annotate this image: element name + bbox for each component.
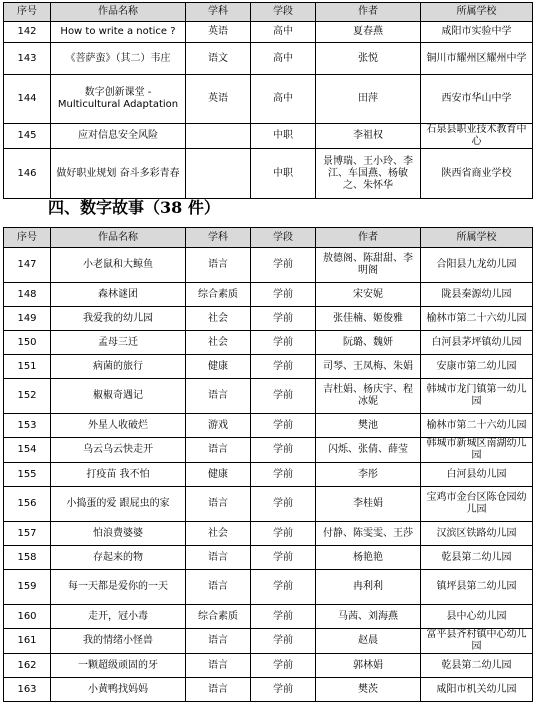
title-cell: 打疫苗 我不怕	[51, 463, 186, 487]
authors-cell: 李彤	[316, 463, 421, 487]
school-cell: 韩城市新城区南湖幼儿园	[421, 438, 533, 463]
subject-cell: 社会	[186, 331, 251, 355]
table-row	[4, 379, 533, 414]
school-cell: 安康市第二幼儿园	[421, 355, 533, 379]
seq-cell: 147	[4, 248, 51, 283]
stage-cell: 学前	[251, 654, 316, 678]
school-cell: 白河县幼儿园	[421, 463, 533, 487]
subject-cell: 英语	[186, 75, 251, 124]
authors-cell: 夏春燕	[316, 22, 421, 43]
subject-cell	[186, 124, 251, 149]
stage-cell: 学前	[251, 463, 316, 487]
authors-cell: 阮璐、魏妍	[316, 331, 421, 355]
award-table-top	[3, 2, 533, 199]
authors-cell: 张佳楠、姬俊雅	[316, 307, 421, 331]
table-row	[4, 307, 533, 331]
title-cell: 小黄鸭找妈妈	[51, 678, 186, 702]
title-cell: How to write a notice ?	[51, 22, 186, 43]
title-cell: 走开，冠小毒	[51, 605, 186, 629]
stage-cell: 学前	[251, 438, 316, 463]
subject-cell: 语言	[186, 379, 251, 414]
subject-cell: 综合素质	[186, 283, 251, 307]
stage-cell: 高中	[251, 43, 316, 75]
school-cell: 咸阳市机关幼儿园	[421, 678, 533, 702]
stage-cell: 高中	[251, 75, 316, 124]
subject-cell: 游戏	[186, 414, 251, 438]
header-subject: 学科	[186, 3, 251, 22]
subject-cell: 健康	[186, 355, 251, 379]
authors-cell: 李桂娟	[316, 487, 421, 522]
authors-cell: 吉杜娟、杨庆宇、程冰妮	[316, 379, 421, 414]
table-row	[4, 414, 533, 438]
award-table-digital-stories	[3, 227, 533, 702]
table-row	[4, 678, 533, 702]
table-row	[4, 654, 533, 678]
subject-cell: 语言	[186, 546, 251, 570]
section-heading: 四、数字故事（38 件）	[48, 198, 220, 217]
authors-cell: 景博瑞、王小玲、李江、车国燕、杨敏之、朱怀华	[316, 149, 421, 199]
seq-cell: 160	[4, 605, 51, 629]
seq-cell: 162	[4, 654, 51, 678]
title-cell: 我的情绪小怪兽	[51, 629, 186, 654]
stage-cell: 学前	[251, 248, 316, 283]
table-row	[4, 124, 533, 149]
seq-cell: 154	[4, 438, 51, 463]
title-cell: 存起来的物	[51, 546, 186, 570]
seq-cell: 151	[4, 355, 51, 379]
header-stage: 学段	[251, 3, 316, 22]
seq-cell: 146	[4, 149, 51, 199]
subject-cell: 语言	[186, 570, 251, 605]
stage-cell: 学前	[251, 355, 316, 379]
table-row	[4, 463, 533, 487]
table-row	[4, 570, 533, 605]
stage-cell: 学前	[251, 629, 316, 654]
header-authors: 作者	[316, 3, 421, 22]
seq-cell: 155	[4, 463, 51, 487]
subject-cell: 健康	[186, 463, 251, 487]
seq-cell: 153	[4, 414, 51, 438]
table-row	[4, 149, 533, 199]
header-seq: 序号	[4, 228, 51, 248]
school-cell: 咸阳市实验中学	[421, 22, 533, 43]
seq-cell: 143	[4, 43, 51, 75]
authors-cell: 郭林娟	[316, 654, 421, 678]
stage-cell: 学前	[251, 570, 316, 605]
stage-cell: 学前	[251, 283, 316, 307]
title-cell: 应对信息安全风险	[51, 124, 186, 149]
subject-cell: 综合素质	[186, 605, 251, 629]
seq-cell: 152	[4, 379, 51, 414]
header-seq: 序号	[4, 3, 51, 22]
title-cell: 数字创新课堂 -Multicultural Adaptation	[51, 75, 186, 124]
seq-cell: 150	[4, 331, 51, 355]
title-cell: 我爱我的幼儿园	[51, 307, 186, 331]
school-cell: 合阳县九龙幼儿园	[421, 248, 533, 283]
subject-cell: 语言	[186, 487, 251, 522]
authors-cell: 杨艳艳	[316, 546, 421, 570]
authors-cell: 张悦	[316, 43, 421, 75]
table-row	[4, 43, 533, 75]
school-cell: 榆林市第二十六幼儿园	[421, 414, 533, 438]
stage-cell: 学前	[251, 331, 316, 355]
seq-cell: 144	[4, 75, 51, 124]
header-title: 作品名称	[51, 3, 186, 22]
table-row	[4, 355, 533, 379]
authors-cell: 司琴、王凤梅、朱娟	[316, 355, 421, 379]
seq-cell: 159	[4, 570, 51, 605]
subject-cell: 语言	[186, 629, 251, 654]
header-authors: 作者	[316, 228, 421, 248]
subject-cell: 社会	[186, 522, 251, 546]
table-row	[4, 22, 533, 43]
seq-cell: 148	[4, 283, 51, 307]
header-stage: 学段	[251, 228, 316, 248]
seq-cell: 163	[4, 678, 51, 702]
subject-cell: 社会	[186, 307, 251, 331]
table-row	[4, 629, 533, 654]
title-cell: 怕浪费婆婆	[51, 522, 186, 546]
header-school: 所属学校	[421, 228, 533, 248]
stage-cell: 学前	[251, 546, 316, 570]
header-row	[4, 228, 533, 248]
title-cell: 外星人收破烂	[51, 414, 186, 438]
title-cell: 森林谜团	[51, 283, 186, 307]
title-cell: 做好职业规划 奋斗多彩青春	[51, 149, 186, 199]
stage-cell: 学前	[251, 414, 316, 438]
authors-cell: 李祖权	[316, 124, 421, 149]
table-row	[4, 438, 533, 463]
title-cell: 病菌的旅行	[51, 355, 186, 379]
seq-cell: 142	[4, 22, 51, 43]
subject-cell: 语言	[186, 654, 251, 678]
title-cell: 小老鼠和大鲸鱼	[51, 248, 186, 283]
school-cell: 富平县齐村镇中心幼儿园	[421, 629, 533, 654]
school-cell: 县中心幼儿园	[421, 605, 533, 629]
stage-cell: 学前	[251, 605, 316, 629]
header-subject: 学科	[186, 228, 251, 248]
school-cell: 西安市华山中学	[421, 75, 533, 124]
school-cell: 榆林市第二十六幼儿园	[421, 307, 533, 331]
authors-cell: 敖德阁、陈甜甜、李明阁	[316, 248, 421, 283]
title-cell: 椒椒奇遇记	[51, 379, 186, 414]
stage-cell: 高中	[251, 22, 316, 43]
seq-cell: 145	[4, 124, 51, 149]
header-school: 所属学校	[421, 3, 533, 22]
school-cell: 韩城市龙门镇第一幼儿园	[421, 379, 533, 414]
header-title: 作品名称	[51, 228, 186, 248]
title-cell: 乌云乌云快走开	[51, 438, 186, 463]
title-cell: 每一天都是爱你的一天	[51, 570, 186, 605]
subject-cell: 语言	[186, 438, 251, 463]
subject-cell	[186, 149, 251, 199]
table-row	[4, 522, 533, 546]
school-cell: 陇县秦源幼儿园	[421, 283, 533, 307]
table-row	[4, 75, 533, 124]
seq-cell: 158	[4, 546, 51, 570]
stage-cell: 学前	[251, 379, 316, 414]
school-cell: 乾县第二幼儿园	[421, 654, 533, 678]
authors-cell: 冉利利	[316, 570, 421, 605]
school-cell: 石泉县职业技术教育中心	[421, 124, 533, 149]
subject-cell: 语言	[186, 678, 251, 702]
authors-cell: 马茜、刘海燕	[316, 605, 421, 629]
table-row	[4, 248, 533, 283]
seq-cell: 156	[4, 487, 51, 522]
stage-cell: 学前	[251, 487, 316, 522]
school-cell: 铜川市耀州区耀州中学	[421, 43, 533, 75]
authors-cell: 闪烁、张倩、薛莹	[316, 438, 421, 463]
seq-cell: 149	[4, 307, 51, 331]
school-cell: 陕西省商业学校	[421, 149, 533, 199]
table-row	[4, 487, 533, 522]
stage-cell: 学前	[251, 678, 316, 702]
table-row	[4, 605, 533, 629]
authors-cell: 田萍	[316, 75, 421, 124]
seq-cell: 157	[4, 522, 51, 546]
title-cell: 小捣蛋的爱 跟屁虫的家	[51, 487, 186, 522]
stage-cell: 中职	[251, 149, 316, 199]
authors-cell: 赵晨	[316, 629, 421, 654]
stage-cell: 学前	[251, 522, 316, 546]
subject-cell: 语言	[186, 248, 251, 283]
stage-cell: 学前	[251, 307, 316, 331]
school-cell: 白河县茅坪镇幼儿园	[421, 331, 533, 355]
school-cell: 乾县第二幼儿园	[421, 546, 533, 570]
authors-cell: 宋安妮	[316, 283, 421, 307]
seq-cell: 161	[4, 629, 51, 654]
school-cell: 镇坪县第二幼儿园	[421, 570, 533, 605]
subject-cell: 英语	[186, 22, 251, 43]
authors-cell: 樊茨	[316, 678, 421, 702]
header-row	[4, 3, 533, 22]
authors-cell: 付静、陈雯雯、王莎	[316, 522, 421, 546]
school-cell: 宝鸡市金台区陈仓园幼儿园	[421, 487, 533, 522]
stage-cell: 中职	[251, 124, 316, 149]
title-cell: 一颗超级顽固的牙	[51, 654, 186, 678]
title-cell: 孟母三迁	[51, 331, 186, 355]
table-row	[4, 283, 533, 307]
authors-cell: 樊池	[316, 414, 421, 438]
school-cell: 汉滨区铁路幼儿园	[421, 522, 533, 546]
subject-cell: 语文	[186, 43, 251, 75]
title-cell: 《菩萨蛮》（其二）韦庄	[51, 43, 186, 75]
table-row	[4, 546, 533, 570]
table-row	[4, 331, 533, 355]
